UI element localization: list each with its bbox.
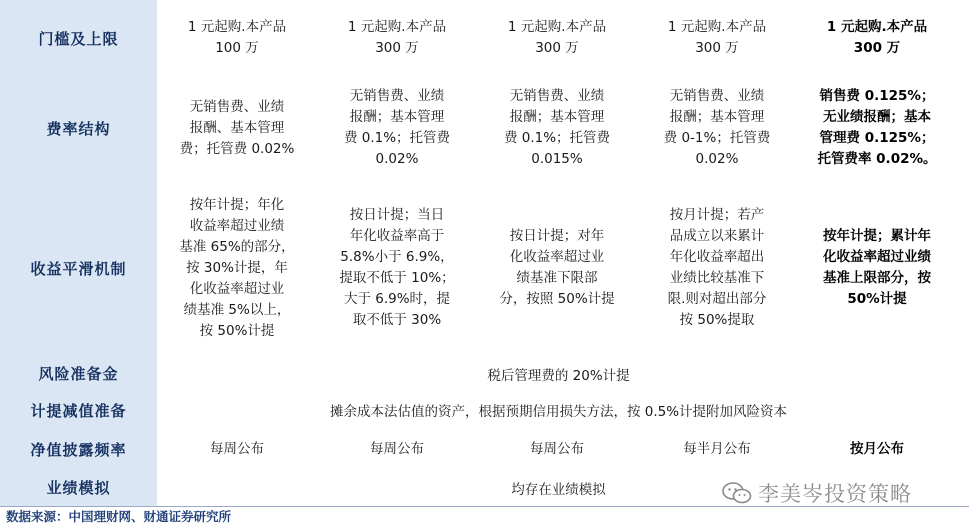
row-header: 收益平滑机制 [0,180,157,356]
row-header: 门槛及上限 [0,0,157,76]
table-cell-span: 均存在业绩模拟 [511,481,606,498]
watermark [722,478,912,508]
table-cell: 按月公布 [850,440,904,457]
row-header: 业绩模拟 [0,469,157,506]
table-cell: 按日计提；当日 年化收益率高于 5.8%小于 6.9%， 提取不低于 10%； 大于 6.9%时，提 取不低于 30% [339,207,455,328]
row-header: 风险准备金 [0,356,157,391]
table-cell: 1 元起购.本产品 100 万 [187,19,287,56]
table-cell: 无销售费、业绩 报酬；基本管理 费 0-1%；托管费 0.02% [663,88,771,167]
table-cell: 每周公布 [210,440,264,457]
row-header: 净值披露频率 [0,429,157,469]
table-cell: 无销售费、业绩 报酬；基本管理 费 0.1%；托管费 0.02% [343,88,451,167]
table-cell: 按日计提；对年 化收益率超过业 绩基准下限部 分，按照 50%计提 [499,228,615,307]
table-cell: 每周公布 [370,440,424,457]
table-cell: 每半月公布 [683,440,751,457]
table-cell: 按月计提；若产 品成立以来累计 年化收益率超出 业绩比较基准下 限.则对超出部分 按 50%提取 [667,207,767,328]
table-cell: 每周公布 [530,440,584,457]
table-cell-span: 摊余成本法估值的资产，根据预期信用损失方法，按 0.5%计提附加风险资本 [329,404,788,420]
table-row-nav-disclosure [0,429,960,469]
table-cell-span: 税后管理费的 20%计提 [487,367,630,384]
table-cell: 销售费 0.125%； 无业绩报酬；基本 管理费 0.125%； 托管费率 0.02%。 [817,88,937,167]
wechat-icon [722,482,752,504]
table-cell: 无销售费、业绩 报酬、基本管理 费；托管费 0.02% [179,98,295,157]
table-cell: 1 元起购.本产品 300 万 [347,19,447,56]
row-header: 费率结构 [0,76,157,180]
watermark-text: 李美岑投资策略 [758,482,912,506]
table-cell: 按年计提；累计年 化收益率超过业绩 基准上限部分，按 50%计提 [823,228,931,307]
table-cell: 无销售费、业绩 报酬；基本管理 费 0.1%；托管费 0.015% [503,88,611,167]
table-cell: 按年计提；年化 收益率超过业绩 基准 65%的部分， 按 30%计提，年 化收益率超过业 绩基准 5%以上， 按 50%计提 [179,196,295,339]
table-row-risk-reserve [0,356,960,391]
table-row-threshold [0,0,960,76]
table-cell: 1 元起购.本产品 300 万 [826,19,928,56]
table-row-smoothing [0,180,960,356]
data-source-note: 数据来源：中国理财网、财通证券研究所 [0,506,969,528]
table-row-fee-structure [0,76,960,180]
table-cell: 1 元起购.本产品 300 万 [507,19,607,56]
table-cell: 1 元起购.本产品 300 万 [667,19,767,56]
row-header: 计提减值准备 [0,391,157,429]
table-row-impairment [0,391,960,429]
